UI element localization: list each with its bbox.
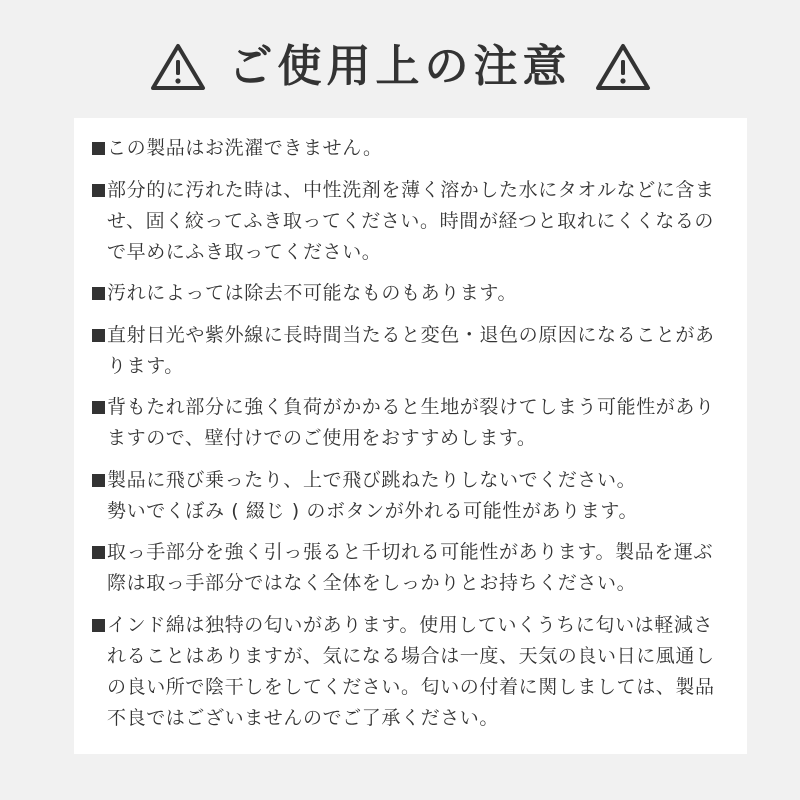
note-text: 部分的に汚れた時は、中性洗剤を薄く溶かした水にタオルなどに含ま せ、固く絞ってふき取ってください。時間が経つと取れにくくなるの で早めにふき取ってください。	[107, 178, 715, 263]
warning-triangle-icon	[149, 42, 207, 92]
note-text: 汚れによっては除去不可能なものもあります。	[107, 282, 518, 304]
note-item	[92, 133, 732, 164]
square-bullet-icon	[92, 184, 105, 197]
note-item	[92, 610, 732, 734]
notes-panel	[74, 118, 747, 754]
note-item	[92, 537, 732, 599]
note-text: 直射日光や紫外線に長時間当たると変色・退色の原因になることがあ ります。	[107, 323, 715, 377]
header	[0, 32, 800, 102]
note-item	[92, 392, 732, 454]
note-item	[92, 175, 732, 268]
page-title: ご使用上の注意	[228, 41, 572, 92]
note-text: 背もたれ部分に強く負荷がかかると生地が裂けてしまう可能性があり ますので、壁付けでのご使用をおすすめします。	[107, 396, 715, 449]
square-bullet-icon	[92, 474, 105, 487]
square-bullet-icon	[92, 619, 105, 632]
square-bullet-icon	[92, 401, 105, 414]
note-text: 取っ手部分を強く引っ張ると千切れる可能性があります。製品を運ぶ 際は取っ手部分ではなく全体をしっかりとお持ちください。	[107, 541, 714, 594]
note-item	[92, 278, 732, 309]
note-text: インド綿は独特の匂いがあります。使用していくうちに匂いは軽減さ れることはありますが、気になる場合は一度、天気の良い日に風通し の良い所で陰干しをしてください。匂いの付着に関しましては、製品 不良ではございませんのでご了承ください。	[107, 613, 715, 729]
note-text: この製品はお洗濯できません。	[107, 137, 383, 159]
square-bullet-icon	[92, 287, 105, 300]
note-text: 製品に飛び乗ったり、上で飛び跳ねたりしないでください。 勢いでくぼみ ( 綴じ ) のボタンが外れる可能性があります。	[107, 468, 639, 522]
square-bullet-icon	[92, 142, 105, 155]
note-item	[92, 320, 732, 382]
warning-triangle-icon	[594, 42, 652, 92]
note-item	[92, 465, 732, 527]
square-bullet-icon	[92, 546, 105, 559]
square-bullet-icon	[92, 329, 105, 342]
notes-list	[92, 133, 732, 744]
